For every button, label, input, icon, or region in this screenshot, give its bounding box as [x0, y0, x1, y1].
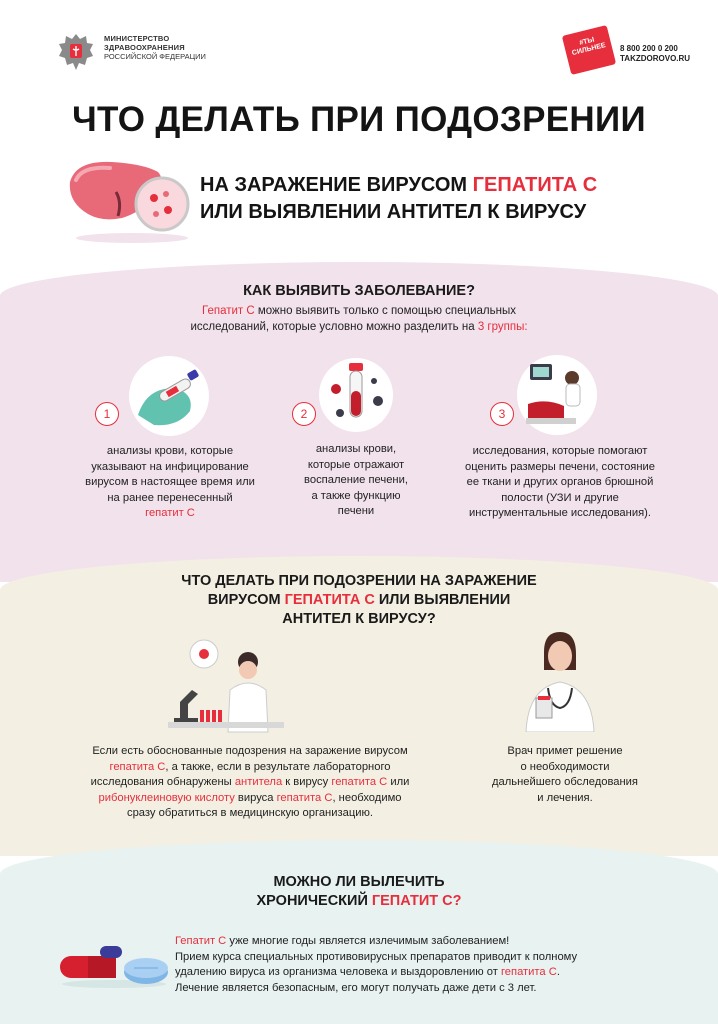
section3-line3-end: . — [556, 966, 560, 978]
section2-left-line1: Если есть обоснованные подозрения на заражение вирусом — [92, 745, 408, 757]
section2-heading-line2a: ВИРУСОМ — [207, 592, 285, 608]
section2-right-line2: о необходимости — [520, 760, 610, 773]
section2-heading-highlight: ГЕПАТИТА С — [284, 592, 375, 608]
group3-number: 3 — [490, 402, 514, 426]
group1-line5: гепатит С — [145, 507, 195, 519]
pills-icon — [54, 936, 174, 988]
section2-left-highlight4: рибонуклеиновую кислоту — [98, 791, 235, 804]
ministry-line1: МИНИСТЕРСТВО — [104, 34, 170, 43]
subtitle-line1-highlight: ГЕПАТИТА С — [472, 174, 598, 196]
section2-right-line3: дальнейшего обследования — [492, 776, 638, 788]
section1-intro — [0, 304, 718, 335]
section2-heading-line1: ЧТО ДЕЛАТЬ ПРИ ПОДОЗРЕНИИ НА ЗАРАЖЕНИЕ — [181, 573, 537, 589]
group3-line2: оценить размеры печени, состояние — [464, 460, 655, 473]
lab-doctor-microscope-illustration — [160, 632, 290, 736]
group1-number: 1 — [95, 402, 119, 426]
section2-left-line3b: к вирусу — [282, 776, 332, 788]
section3-text — [175, 934, 675, 996]
section2-heading — [0, 572, 718, 629]
group2-line5: печени — [337, 505, 375, 517]
group1-line1: анализы крови, которые — [106, 445, 234, 457]
section2-left-line4: вируса — [234, 791, 277, 804]
section2-left-text — [40, 744, 460, 822]
group1-line4: на ранее перенесенный — [107, 491, 233, 504]
group2-line4: а также функцию — [311, 489, 401, 502]
ministry-line3: РОССИЙСКОЙ ФЕДЕРАЦИИ — [104, 52, 206, 61]
group1-line2: указывают на инфицирование — [91, 460, 249, 473]
section2-left-highlight1: гепатита С — [109, 760, 166, 773]
section2-left-line3: исследования обнаружены — [90, 776, 235, 788]
section3-line3: удалению вируса из организма человека и выздоровлению от — [175, 966, 501, 978]
blood-vial-virus-icon — [318, 357, 394, 433]
subtitle-line1: НА ЗАРАЖЕНИЕ ВИРУСОМ — [200, 174, 473, 196]
section3-line4: Лечение является безопасным, его могут получать даже дети с 3 лет. — [175, 981, 537, 994]
section2-left-line2: , а также, если в результате лабораторного — [165, 760, 391, 773]
section1-heading: КАК ВЫЯВИТЬ ЗАБОЛЕВАНИЕ? — [243, 283, 475, 299]
intro-groups-count: 3 группы: — [477, 320, 528, 333]
campaign-badge: #ТЫ СИЛЬНЕЕ — [562, 25, 616, 75]
group2-line3: воспаление печени, — [304, 474, 408, 486]
section-treatment-bg — [0, 840, 718, 1024]
doctor-illustration — [508, 628, 608, 732]
hotline-phone: 8 800 200 0 200 — [620, 44, 678, 53]
group3-description — [430, 444, 690, 522]
section2-heading-line3: АНТИТЕЛ К ВИРУСУ? — [282, 611, 436, 627]
page-subtitle — [200, 172, 597, 226]
group3-line3: ее ткани и других органов брюшной — [466, 476, 654, 488]
group3-line4: полости (УЗИ и другие — [501, 491, 619, 504]
section3-heading-line1: МОЖНО ЛИ ВЫЛЕЧИТЬ — [273, 874, 445, 890]
intro-line1: можно выявить только с помощью специальных — [254, 305, 516, 317]
group2-line2: которые отражают — [307, 458, 405, 471]
ministry-line2: ЗДРАВООХРАНЕНИЯ — [104, 43, 185, 52]
section3-line2: Прием курса специальных противовирусных препаратов приводит к полному — [175, 950, 578, 963]
section3-heading-highlight: ГЕПАТИТ С? — [371, 893, 462, 909]
subtitle-line2: ИЛИ ВЫЯВЛЕНИИ АНТИТЕЛ К ВИРУСУ — [200, 201, 587, 223]
ministry-emblem-icon — [56, 30, 96, 74]
section3-heading-line2: ХРОНИЧЕСКИЙ — [256, 893, 372, 909]
page-title: ЧТО ДЕЛАТЬ ПРИ ПОДОЗРЕНИИ — [72, 100, 646, 139]
section2-left-line4b: , необходимо — [332, 791, 402, 804]
section2-left-highlight2: антитела — [234, 776, 283, 788]
section3-line1: уже многие годы является излечимым заболеванием! — [226, 935, 510, 947]
group1-line3: вирусом в настоящее время или — [85, 476, 255, 488]
section2-left-highlight3: гепатита С — [331, 776, 388, 788]
liver-illustration-icon — [62, 152, 192, 244]
ultrasound-exam-icon — [516, 354, 598, 436]
group1-description — [60, 444, 280, 522]
section3-heading — [0, 873, 718, 911]
section2-left-highlight5: гепатита С — [276, 791, 333, 804]
section2-right-text — [470, 744, 660, 806]
group3-line1: исследования, которые помогают — [472, 445, 648, 457]
section3-highlight2: гепатита С — [500, 966, 557, 978]
intro-line2: исследований, которые условно можно разделить на — [190, 320, 478, 333]
group2-number: 2 — [292, 402, 316, 426]
section2-left-line3c: или — [387, 776, 410, 788]
blood-test-tube-icon — [128, 355, 210, 437]
section2-left-line5: сразу обратиться в медицинскую организацию. — [126, 807, 373, 819]
site-link[interactable]: TAKZDOROVO.RU — [620, 54, 691, 63]
group2-description — [276, 442, 436, 520]
section2-right-line1: Врач примет решение — [507, 745, 623, 757]
group2-line1: анализы крови, — [315, 443, 397, 455]
ministry-name — [104, 34, 206, 61]
intro-highlight: Гепатит С — [201, 305, 255, 317]
section2-heading-line2b: ИЛИ ВЫЯВЛЕНИИ — [374, 592, 511, 608]
section3-highlight1: Гепатит С — [175, 935, 227, 947]
hotline-block — [620, 44, 690, 64]
section2-right-line4: и лечения. — [537, 791, 593, 804]
group3-line5: инструментальные исследования). — [469, 507, 651, 519]
